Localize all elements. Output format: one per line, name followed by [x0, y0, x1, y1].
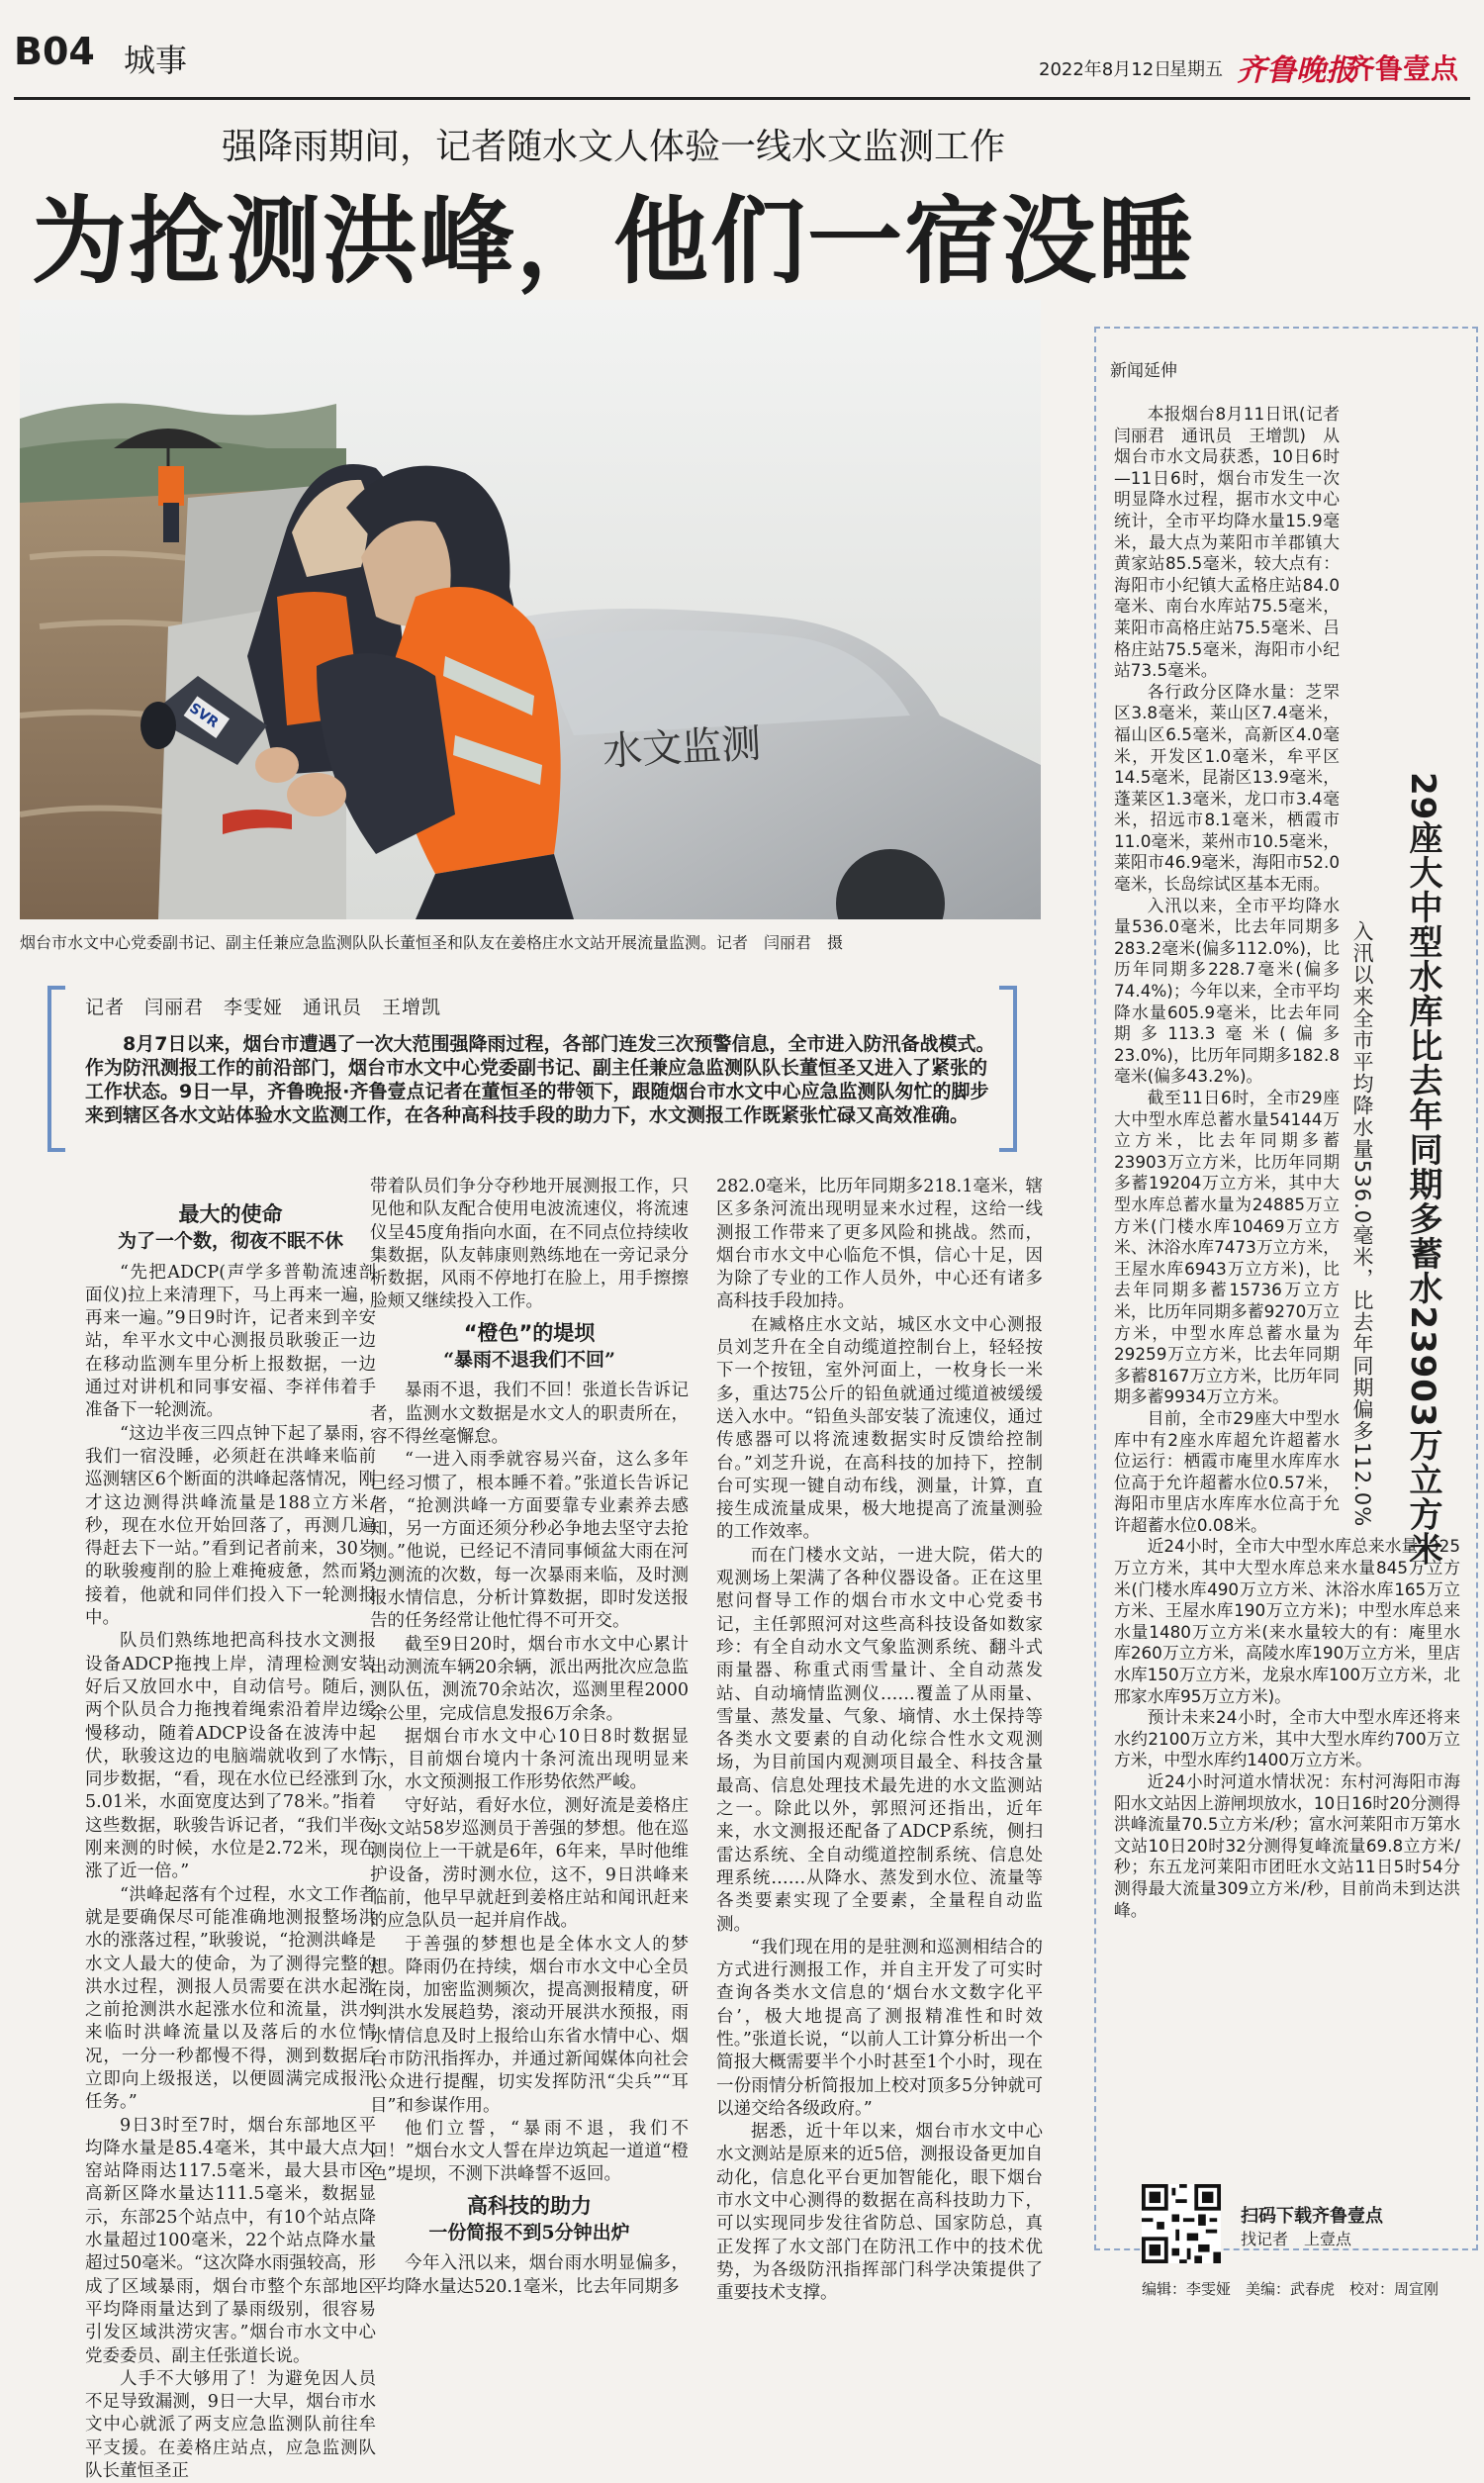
paragraph: 于善强的梦想也是全体水文人的梦想。降雨仍在持续，烟台市水文中心全员在岗，加密监测频次，提高测报精度，研判洪水发展趋势，滚动开展洪水预报，雨水情信息及时上报给山东省水情中心、烟台市防汛指挥办，并通过新闻媒体向社会公众进行提醒，切实发挥防汛“尖兵”“耳目”和参谋作用。: [370, 1934, 689, 2116]
section-heading: “橙色”的堤坝: [463, 1320, 596, 1345]
issue-date: 2022年8月12日: [1039, 59, 1172, 80]
lead-paragraph: 8月7日以来，烟台市遭遇了一次大范围强降雨过程，各部门连发三次预警信息，全市进入防汛备战模式。作为防汛测报工作的前沿部门，烟台市水文中心党委副书记、副主任兼应急监测队队长董恒圣又进入了紧张的工作状态。9日一早，齐鲁晚报·齐鲁壹点记者在董恒圣的带领下，跟随烟台市水文中心应急监测队匆忙的脚步来到辖区各水文站体验水文监测工作，在各种高科技手段的助力下，水文测报工作既紧张忙碌又高效准确。: [85, 1033, 995, 1126]
paragraph: “洪峰起落有个过程，水文工作者就是要确保尽可能准确地测报整场洪水的涨落过程，”耿骏说，“抢测洪峰是水文人最大的使命，为了测得完整的洪水过程，测报人员需要在洪水起涨之前抢测洪水起涨水位和流量，洪水来临时洪峰流量以及落后的水位情况，一分一秒都慢不得，测到数据后立即向上级报送，以便圆满完成报汛任务。”: [85, 1884, 376, 2113]
paragraph: “先把ADCP(声学多普勒流速剖面仪)拉上来清理下，马上再来一遍，再来一遍。”9日9时许，记者来到辛安站，牟平水文中心测报员耿骏正一边在移动监测车里分析上报数据，一边通过对讲机和同事安福、李祥伟着手准备下一轮测流。: [85, 1262, 376, 1421]
paragraph: 暴雨不退，我们不回！张道长告诉记者，监测水文数据是水文人的职责所在，容不得丝毫懈怠。: [370, 1381, 689, 1447]
sidebar-paragraph: 本报烟台8月11日讯(记者 闫丽君 通讯员 王增凯) 从烟台市水文局获悉，10日6时—11日6时，烟台市发生一次明显降水过程，据市水文中心统计，全市平均降水量15.9毫米，最大点为莱阳市羊郡镇大黄家站85.5毫米，较大点有：海阳市小纪镇大孟格庄站84.0毫米、南台水库站75.5毫米，莱阳市高格庄站75.5毫米、吕格庄站75.5毫米，海阳市小纪站73.5毫米。: [1114, 404, 1356, 681]
contact-cta: 找记者 上壹点: [1241, 2230, 1352, 2248]
paragraph: 在臧格庄水文站，城区水文中心测报员刘芝升在全自动缆道控制台上，轻轻按下一个按钮，室外河面上，一枚身长一米多，重达75公斤的铅鱼就通过缆道被缓缓送入水中。“铅鱼头部安装了流速仪，通过传感器可以将流速数据实时反馈给控制台。”刘芝升说，在高科技的加持下，控制台可实现一键自动布线，测量，计算，直接生成流量成果，极大地提高了流量测验的工作效率。: [716, 1314, 1043, 1543]
header-rule: [14, 97, 1470, 100]
sidebar-headline: 29座大中型水库比去年同期多蓄水23903万立方米: [1403, 772, 1442, 1567]
sidebar-paragraph: 目前，全市29座大中型水库中有2座水库超允许超蓄水位运行：栖霞市庵里水库库水位高于允许超蓄水位0.57米，海阳市里店水库库水位高于允许超蓄水位0.08米。: [1114, 1407, 1340, 1535]
qr-code-icon: [1142, 2184, 1221, 2263]
sidebar-paragraph: 各行政分区降水量：芝罘区3.8毫米，莱山区7.4毫米，福山区6.5毫米，高新区4.0毫米，开发区1.0毫米，牟平区14.5毫米，昆嵛区13.9毫米，蓬莱区1.3毫米，龙口市3.4毫米，招远市8.1毫米，栖霞市11.0毫米，莱州市10.5毫米，莱阳市46.9毫米，海阳市52.0毫米，长岛综试区基本无雨。: [1114, 681, 1340, 895]
paragraph: 今年入汛以来，烟台雨水明显偏多，平均降水量达520.1毫米，比去年同期多: [370, 2253, 689, 2297]
issue-weekday: 星期五: [1169, 59, 1223, 80]
sidebar-label: 新闻延伸: [1110, 361, 1177, 381]
article-title: 为抢测洪峰，他们一宿没睡: [32, 185, 1195, 297]
paragraph: 9日3时至7时，烟台东部地区平均降水量是85.4毫米，其中最大点大窑站降雨达117.5毫米，最大县市区高新区降水量达111.5毫米，数据显示，东部25个站点中，有10个站点降水量超过100毫米，22个站点降水量超过50毫米。“这次降水雨强较高，形成了区域暴雨，烟台市整个东部地区平均降雨量达到了暴雨级别，很容易引发区域洪涝灾害。”烟台市水文中心党委委员、副主任张道长说。: [85, 2115, 376, 2366]
article-column-2: [370, 1176, 689, 2299]
paragraph: 他们立誓，“暴雨不退，我们不回！”烟台水文人誓在岸边筑起一道道“橙色”堤坝，不测下洪峰誓不返回。: [370, 2118, 689, 2185]
section-subheading: 一份简报不到5分钟出炉: [428, 2222, 630, 2244]
paragraph: 截至9日20时，烟台市水文中心累计出动测流车辆20余辆，派出两批次应急监测队伍，测流70余站次，巡测里程2000余公里，完成信息发报6万余条。: [370, 1634, 689, 1724]
paragraph: “一进入雨季就容易兴奋，这么多年已经习惯了，根本睡不着。”张道长告诉记者，“抢测洪峰一方面要靠专业素养去感知，另一方面还须分秒必争地去坚守去抢测。”他说，已经记不清同事倾盆大雨在河边测流的次数，每一次暴雨来临，及时测报水情信息，分析计算数据，即时发送报告的任务经常让他忙得不可开交。: [370, 1450, 689, 1632]
paragraph: 282.0毫米，比历年同期多218.1毫米，辖区多条河流出现明显来水过程，这给一线测报工作带来了更多风险和挑战。然而，烟台市水文中心临危不惧，信心十足，因为除了专业的工作人员外，中心还有诸多高科技手段加持。: [716, 1177, 1043, 1312]
app-logo: 齐鲁壹点: [1347, 52, 1459, 85]
paragraph: 据悉，近十年以来，烟台市水文中心水文测站是原来的近5倍，测报设备更加自动化，信息化平台更加智能化，眼下烟台市水文中心测得的数据在高科技助力下，可以实现同步发往省防总、国家防总，真正发挥了水文部门在防汛工作中的技术优势，为各级防汛指挥部门科学决策提供了重要技术支撑。: [716, 2122, 1043, 2304]
article-subtitle: 强降雨期间，记者随水文人体验一线水文监测工作: [221, 127, 1005, 167]
section-subheading: 为了一个数，彻夜不眠不休: [117, 1230, 343, 1253]
article-column-3: [716, 1176, 1043, 2306]
sidebar-paragraph: 近24小时河道水情状况：东村河海阳市海阳水文站因上游闸坝放水，10日16时20分测得洪峰流量70.5立方米/秒；富水河莱阳市万第水文站10日20时32分测得复峰流量69.8立方米/秒；东五龙河莱阳市团旺水文站11日5时54分测得最大流量309立方米/秒，目前尚未到达洪峰。: [1114, 1771, 1460, 1920]
paragraph: 人手不大够用了！为避免因人员不足导致漏测，9日一大早，烟台市水文中心就派了两支应急监测队前往牟平支援。在姜格庄站点，应急监测队队长董恒圣正: [85, 2368, 376, 2482]
section-heading: 高科技的助力: [467, 2193, 592, 2218]
sidebar-paragraph: 截至11日6时，全市29座大中型水库总蓄水量54144万立方米，比去年同期多蓄23903万立方米，比历年同期多蓄19204万立方米，其中大型水库总蓄水量为24885万立方米(门楼水库10469万立方米、沐浴水库7473万立方米，王屋水库6943万立方米)，比去年同期多蓄15736万立方米，比历年同期多蓄9270万立方米，中型水库总蓄水量为29259万立方米，比去年同期多蓄8167万立方米，比历年同期多蓄9934万立方米。: [1114, 1088, 1340, 1407]
section-category: 城事: [124, 42, 188, 79]
paragraph: 队员们熟练地把高科技水文测报设备ADCP拖拽上岸，清理检测安装好后又放回水中，自动信号。随后，两个队员合力拖拽着绳索沿着岸边缓慢移动，随着ADCP设备在波涛中起伏，耿骏这边的电脑端就收到了水情同步数据，“看，现在水位已经涨到了5.01米，水面宽度达到了78米。”指着这些数据，耿骏告诉记者，“我们半夜刚来测的时候，水位是2.72米，现在涨了近一倍。”: [85, 1631, 376, 1882]
paragraph: “这边半夜三四点钟下起了暴雨，我们一宿没睡，必须赶在洪峰来临前巡测辖区6个断面的洪峰起落情况，刚才这边测得洪峰流量是188立方米/秒，现在水位开始回落了，再测几遍得赶去下一站。”看到记者前来，30岁的耿骏瘦削的脸上难掩疲惫，然而紧接着，他就和同伴们投入下一轮测报中。: [85, 1423, 376, 1629]
paragraph: 带着队员们争分夺秒地开展测报工作，只见他和队友配合使用电波流速仪，将流速仪呈45度角指向水面，在不同点位持续收集数据，队友韩康则熟练地在一旁记录分析数据，风雨不停地打在脸上，用手擦擦脸颊又继续投入工作。: [370, 1177, 689, 1312]
paragraph: 而在门楼水文站，一进大院，偌大的观测场上架满了各种仪器设备。正在这里慰问督导工作的烟台市水文中心党委书记，主任郭照河对这些高科技设备如数家珍：有全自动水文气象监测系统、翻斗式雨量器、称重式雨雪量计、全自动蒸发站、自动墒情监测仪……覆盖了从雨量、雪量、蒸发量、气象、墒情、水土保持等各类水文要素的自动化综合性水文观测场，为目前国内观测项目最全、科技含量最高、信息处理技术最先进的水文监测站之一。除此以外，郭照河还指出，近年来，水文测报还配备了ADCP系统，侧扫雷达系统、全自动缆道控制系统、信息处理系统……从降水、蒸发到水位、流量等各类要素实现了全要素，全量程自动监测。: [716, 1545, 1043, 1935]
article-column-1: [85, 1195, 376, 2483]
section-subheading: “暴雨不退我们不回”: [443, 1349, 615, 1372]
sidebar-deck: 入汛以来全市平均降水量536.0毫米，比去年同期偏多112.0%: [1350, 920, 1374, 1528]
sidebar-paragraph: 入汛以来，全市平均降水量536.0毫米，比去年同期多283.2毫米(偏多112.0%)，比历年同期多228.7毫米(偏多74.4%)；今年以来，全市平均降水量605.9毫米，比去年同期多113.3毫米(偏多23.0%)，比历年同期多182.8毫米(偏多43.2%)。: [1114, 895, 1340, 1087]
article-photo: [20, 300, 1041, 919]
paragraph: 据烟台市水文中心10日8时数据显示，目前烟台境内十条河流出现明显来水，水文预测报工作形势依然严峻。: [370, 1726, 689, 1793]
photo-caption: 烟台市水文中心党委副书记、副主任兼应急监测队队长董恒圣和队友在姜格庄水文站开展流量监测。记者 闫丽君 摄: [20, 933, 844, 952]
car-label: 水文监测: [602, 720, 763, 775]
section-number: B04: [14, 30, 95, 73]
sidebar-paragraph: 近24小时，全市大中型水库总来水量2325万立方米，其中大型水库总来水量845万立方米(门楼水库490万立方米、沐浴水库165万立方米、王屋水库190万立方米)；中型水库总来水量1480万立方米(来水量较大的有：庵里水库260万立方米，高陵水库190万立方米，里店水库150万立方米，龙泉水库100万立方米，北邢家水库95万立方米)。: [1114, 1536, 1460, 1706]
byline: 记者 闫丽君 李雯娅 通讯员 王增凯: [85, 997, 442, 1018]
section-heading: 最大的使命: [178, 1202, 283, 1226]
download-cta: 扫码下载齐鲁壹点: [1241, 2206, 1383, 2227]
sidebar-paragraph: 预计未来24小时，全市大中型水库还将来水约2100万立方米，其中大型水库约700万立方米，中型水库约1400万立方米。: [1114, 1707, 1460, 1770]
paragraph: “我们现在用的是驻测和巡测相结合的方式进行测报工作，并自主开发了可实时查询各类水文信息的‘烟台水文数字化平台’，极大地提高了测报精准性和时效性。”张道长说，“以前人工计算分析出一个简报大概需要半个小时甚至1个小时，现在一份雨情分析简报加上校对顶多5分钟就可以递交给各级政府。”: [716, 1937, 1043, 2119]
newspaper-logo: 齐鲁晚报: [1237, 53, 1355, 88]
editor-credits: 编辑：李雯娅 美编：武春虎 校对：周宣刚: [1142, 2280, 1439, 2298]
paragraph: 守好站，看好水位，测好流是姜格庄水文站58岁巡测员于善强的梦想。他在巡测岗位上一干就是6年，6年来，旱时他维护设备，涝时测水位，这不，9日洪峰来临前，他早早就赶到姜格庄站和闻讯赶来的应急队员一起并肩作战。: [370, 1795, 689, 1932]
lead-bracket-left: [47, 986, 65, 1152]
device-label: SVR: [186, 700, 222, 731]
